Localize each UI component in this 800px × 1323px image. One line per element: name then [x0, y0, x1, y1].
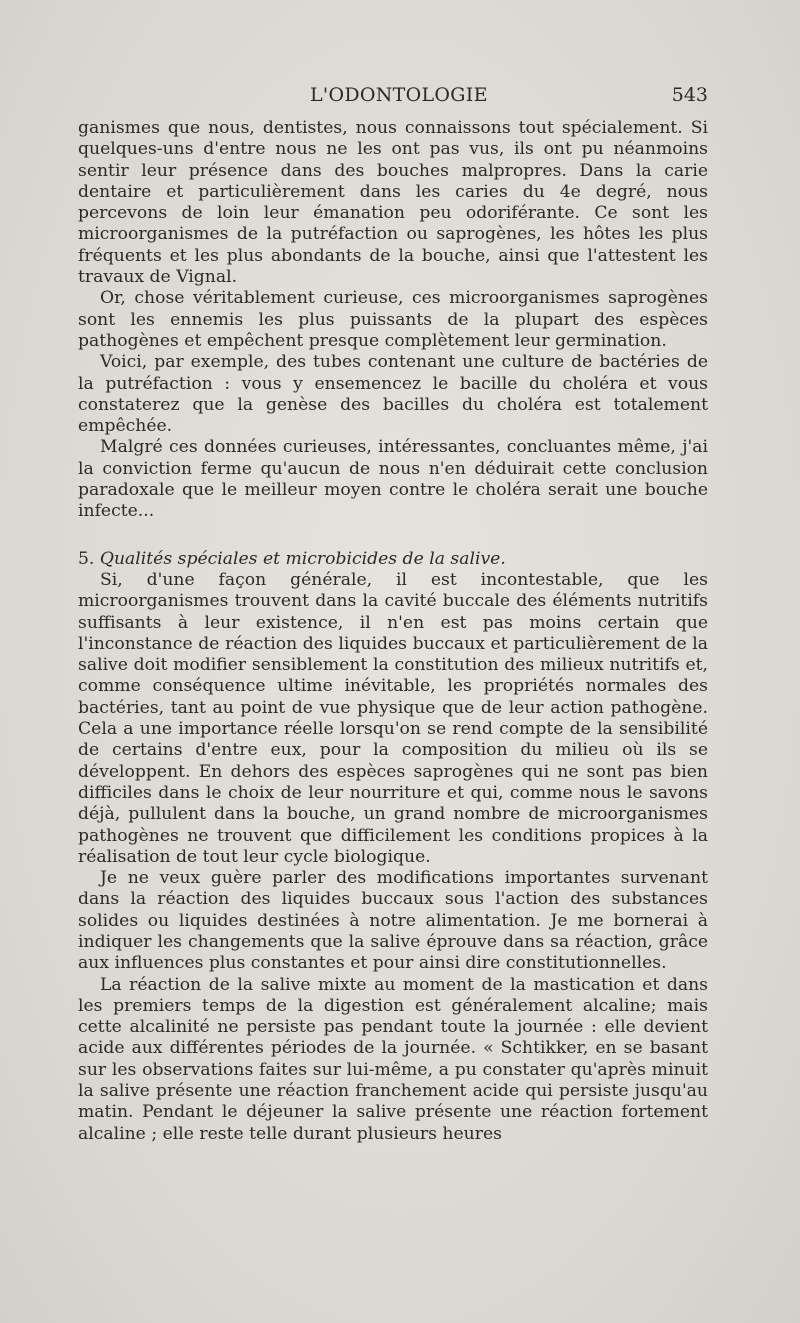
running-title: L'ODONTOLOGIE: [310, 84, 488, 106]
paragraph: Si, d'une façon générale, il est incontestable, que les microorganismes trouvent dans la cavité buccale des éléments nutritifs suffisants à leur existence, il n'en est pas moins certain que l'inconstance de réaction des liquides buccaux et particulièrement de la salive doit modifier sensiblement la constitution des milieux nutritifs et, comme conséquence ultime inévitable, les propriétés normales des bactéries, tant au point de vue physique que de leur action pathogène. Cela a une importance réelle lorsqu'on se rend compte de la sensibilité de certains d'entre eux, pour la composition du milieu où ils se développent. En dehors des espèces saprogènes qui ne sont pas bien difficiles dans le choix de leur nourriture et qui, comme nous le savons déjà, pullulent dans la bouche, un grand nombre de microorganismes pathogènes ne trouvent que difficilement les conditions propices à la réalisation de tout leur cycle biologique.: [78, 569, 708, 867]
section-number: 5.: [78, 548, 95, 569]
page-number: 543: [671, 84, 708, 106]
paragraph: Malgré ces données curieuses, intéressantes, concluantes même, j'ai la conviction ferme qu'aucun de nous n'en déduirait cette conclusion paradoxale que le meilleur moyen contre le choléra serait une bouche infecte...: [78, 437, 708, 522]
body-text: [78, 118, 708, 1145]
page-header: [78, 84, 708, 114]
paragraph: Je ne veux guère parler des modifications importantes survenant dans la réaction des liquides buccaux sous l'action des substances solides ou liquides destinées à notre alimentation. Je me bornerai à indiquer les changements que la salive éprouve dans sa réaction, grâce aux influences plus constantes et pour ainsi dire constitutionnelles.: [78, 868, 708, 974]
paragraph: Or, chose véritablement curieuse, ces microorganismes saprogènes sont les ennemis les plus puissants de la plupart des espèces pathogènes et empêchent presque complètement leur germination.: [78, 288, 708, 351]
paragraph-continued: ganismes que nous, dentistes, nous connaissons tout spécialement. Si quelques-uns d'entre nous ne les ont pas vus, ils ont pu néanmoins sentir leur présence dans des bouches malpropres. Dans la carie dentaire et particulièrement dans les caries du 4e degré, nous percevons de loin leur émanation peu odoriférante. Ce sont les microorganismes de la putréfaction ou saprogènes, les hôtes les plus fréquents et les plus abondants de la bouche, ainsi que l'attestent les travaux de Vignal.: [78, 118, 708, 288]
section-title: Qualités spéciales et microbicides de la salive.: [99, 548, 506, 569]
paragraph: Voici, par exemple, des tubes contenant une culture de bactéries de la putréfaction : vous y ensemencez le bacille du choléra et vous constaterez que la genèse des bacilles du choléra est totalement empêchée.: [78, 352, 708, 437]
section-heading: [78, 549, 708, 570]
paragraph: La réaction de la salive mixte au moment de la mastication et dans les premiers temps de la digestion est généralement alcaline; mais cette alcalinité ne persiste pas pendant toute la journée : elle devient acide aux différentes périodes de la journée. « Schtikker, en se basant sur les observations faites sur lui-même, a pu constater qu'après minuit la salive présente une réaction franchement acide qui persiste jusqu'au matin. Pendant le déjeuner la salive présente une réaction fortement alcaline ; elle reste telle durant plusieurs heures: [78, 974, 708, 1144]
